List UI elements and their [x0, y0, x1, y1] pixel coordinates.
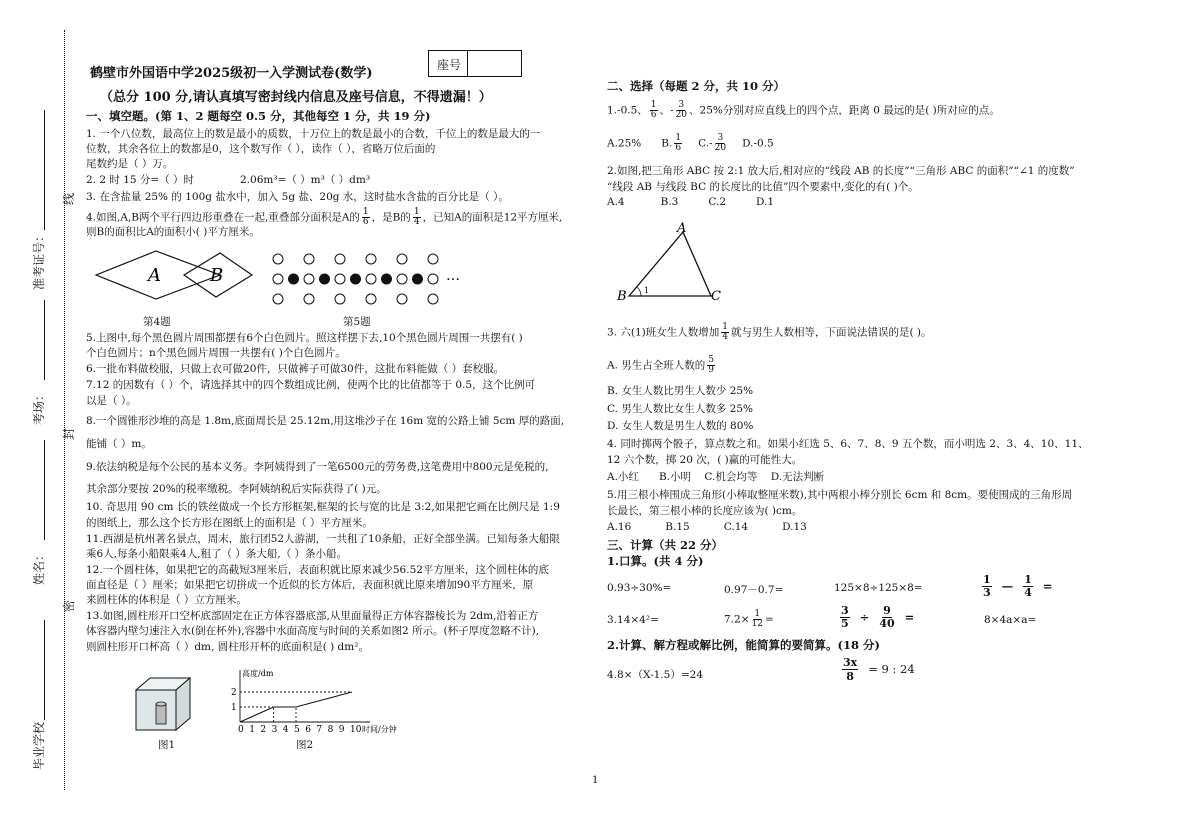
vertex-c: C: [711, 289, 721, 304]
circle-pattern: [273, 254, 438, 304]
q12-line2: 面直径是（ ）厘米；如果把它切拼成一个近似的长方体后，表面积就比原来增加90平方厘米，原: [86, 579, 534, 591]
seal-char-3: 线: [62, 192, 76, 205]
white-disc: [428, 254, 438, 264]
figure-13-caption-1: 图1: [158, 739, 176, 751]
q4-line2: 则B的面积比A的面积小( )平方厘米。: [86, 226, 260, 238]
equation-2: $\frac{3x}{8}$ = 9 : 24: [843, 656, 915, 683]
x-tick-label: 0: [238, 725, 244, 735]
room-label: 考场：: [32, 388, 46, 425]
x-tick-label: 1: [249, 725, 255, 735]
white-disc: [335, 294, 345, 304]
fraction: $\frac{3}{20}$: [714, 133, 727, 153]
q3: 3. 在含盐量 25% 的 100g 盐水中，加入 5g 盐、20g 水，这时盐水含盐的百分比是（ ）。: [86, 191, 509, 203]
oral-heading: 1.口算。(共 4 分): [607, 554, 704, 568]
oral-7: $\frac{3}{5}$ ÷ $\frac{9}{40}$ =: [841, 604, 915, 630]
q1-line2: 位数，其余各位上的数都是0，这个数写作（ ），读作（ ），省略万位后面的: [86, 143, 436, 155]
x-tick-label: 4: [282, 725, 289, 735]
seal-char-1: 密: [62, 599, 76, 612]
q13-line1: 13.如图,圆柱形开口空杯底部固定在正方体容器底部,从里面量得正方体容器棱长为 2dm,沿着正方: [86, 610, 539, 622]
figure-13-graph: [226, 668, 416, 738]
oral-3: 125×8÷125×8=: [834, 582, 923, 594]
black-disc: [413, 274, 423, 284]
seat-label: 座号: [437, 58, 462, 72]
figure-4-caption: 第4题: [143, 316, 171, 328]
choice-5-options: A.16 B.15 C.14 D.13: [607, 521, 807, 533]
white-disc: [304, 274, 314, 284]
choice-3: 3. 六(1)班女生人数增加 $\frac{1}{4}$ 就与男生人数相等，下面说法错误的是( )。: [607, 322, 932, 342]
white-disc: [397, 274, 407, 284]
q8-line1: 8.一个圆锥形沙堆的高是 1.8m,底面周长是 25.12m,用这堆沙子在 16m 宽的公路上铺 5cm 厚的路面,: [86, 415, 565, 427]
y-axis-label: 高度/dm: [242, 669, 274, 678]
q2-b: 2.06m³=（ ）m³（ ）dm³: [240, 174, 371, 186]
choice-2-options: A.4 B.3 C.2 D.1: [607, 196, 775, 208]
ticket-label: 准考证号：: [32, 229, 46, 290]
y-tick-label: 1: [231, 703, 237, 713]
black-disc: [351, 274, 361, 284]
q5-line2: 个白色圆片；n个黑色圆片周围一共摆有( )个白色圆片。: [86, 347, 346, 359]
figure-13-caption-2: 图2: [296, 739, 314, 751]
choice-4-line1: 4. 同时掷两个骰子，算点数之和。如果小红选 5、6、7、8、9 五个数，而小明选 2、3、4、10、11、: [607, 438, 1089, 450]
choice-1: 1.-0.5、 $\frac{1}{6}$ 、- $\frac{3}{20}$ 、25%分别对应直线上的四个点，距离 0 最远的是( )所对应的点。: [607, 100, 1000, 120]
q12-line1: 12.一个圆柱体，如果把它的高截短3厘米后，表面积就比原来减少56.52平方厘米，这个圆柱体的底: [86, 564, 549, 576]
q2-a: 2. 2 时 15 分=（ ）时: [86, 174, 195, 186]
exam-subtitle: （总分 100 分,请认真填写密封线内信息及座号信息，不得遗漏！）: [100, 90, 492, 105]
equation-1: 4.8×（X-1.5）=24: [607, 669, 704, 681]
white-disc: [273, 274, 283, 284]
q7-line2: 以是（ ）。: [86, 395, 137, 407]
choice-3-option-d: D. 女生人数是男生人数的 80%: [607, 420, 754, 432]
figure-5-caption: 第5题: [343, 316, 371, 328]
fraction: $\frac{1}{4}$: [722, 322, 728, 342]
y-tick-label: 2: [231, 688, 237, 698]
triangle-abc: [615, 220, 745, 310]
school-line: [44, 620, 45, 720]
angle-1-label: 1: [644, 286, 650, 295]
white-disc: [273, 254, 283, 264]
oral-1: 0.93÷30%=: [607, 582, 672, 594]
q13-line2: 体容器内壁匀速注入水(倒在杯外),容器中水面高度与时间的关系如图2 所示。(杯子厚度忽略不计),: [86, 625, 540, 637]
oral-2: 0.97－0.7=: [724, 584, 784, 596]
q7-line1: 7.12 的因数有（ ）个，请选择其中的四个数组成比例，使两个比的比值都等于 0.5，这个比例可: [86, 379, 536, 391]
x-tick-label: 8: [327, 725, 334, 735]
q1-line3: 尾数约是（ ）万。: [86, 158, 174, 170]
white-disc: [304, 294, 314, 304]
fraction: $\frac{5}{9}$: [708, 355, 714, 375]
x-tick-label: 5: [294, 725, 300, 735]
x-axis-label: 时间/分钟: [362, 725, 397, 734]
section-2-heading: 二、选择（每题 2 分，共 10 分）: [607, 79, 786, 93]
oral-5: 3.14×4²=: [607, 614, 659, 626]
x-tick-label: 7: [316, 725, 323, 735]
black-disc: [320, 274, 330, 284]
figure-13-cube: [134, 676, 194, 736]
black-disc: [289, 274, 299, 284]
x-tick-label: 2: [260, 725, 267, 735]
oral-6: 7.2× $\frac{1}{12}$ =: [724, 609, 774, 629]
x-tick-label: 10: [350, 725, 362, 735]
q9-line2: 其余部分要按 20%的税率缴税。李阿姨纳税后实际获得了( )元。: [86, 483, 387, 495]
q12-line3: 来圆柱体的体积是（ ）立方厘米。: [86, 594, 247, 606]
fraction: $\frac{3}{20}$: [675, 100, 688, 120]
choice-5-line1: 5.用三根小棒围成三角形(小棒取整厘米数),其中两根小棒分别长 6cm 和 8cm。要使围成的三角形周: [607, 489, 1073, 501]
name-label: 姓名：: [32, 548, 46, 585]
seal-char-2: 封: [62, 427, 76, 440]
q10-line1: 10. 奇思用 90 cm 长的铁丝做成一个长方形框架,框架的长与宽的比是 3:2,如果把它画在比例尺是 1:9: [86, 501, 560, 513]
choice-3-option-b: B. 女生人数比男生人数少 25%: [607, 385, 754, 397]
calc-heading: 2.计算、解方程或解比例，能简算的要简算。(18 分): [607, 638, 880, 652]
white-disc: [273, 294, 283, 304]
white-disc: [397, 254, 407, 264]
label-a: A: [148, 265, 161, 286]
fraction: $\frac{1}{12}$: [751, 609, 763, 629]
seat-box: [428, 50, 522, 77]
choice-4-options: A.小红 B.小明 C.机会均等 D.无法判断: [607, 471, 825, 483]
oral-4: $\frac{1}{3}$ — $\frac{1}{4}$ =: [983, 573, 1053, 599]
q11-line2: 乘6人,每条小船限乘4人,租了（ ）条大船,（ ）条小船。: [86, 548, 348, 560]
choice-2-line2: “线段 AB 与线段 BC 的长度比的比值”四个要素中,变化的有( )个。: [607, 181, 919, 193]
seal-line: [64, 30, 65, 790]
fraction: $\frac{1}{6}$: [362, 207, 369, 227]
white-disc: [366, 294, 376, 304]
choice-3-option-a: A. 男生占全班人数的 $\frac{5}{9}$: [607, 355, 714, 375]
q9-line1: 9.依法纳税是每个公民的基本义务。李阿姨得到了一笔6500元的劳务费,这笔费用中800元是免税的,: [86, 461, 549, 473]
name-line: [44, 440, 45, 540]
fraction: $\frac{1}{6}$: [650, 100, 657, 120]
vertex-a: A: [677, 221, 687, 236]
choice-1-options: A.25% B. $\frac{1}{6}$ C.- $\frac{3}{20}$ D.-0.5: [607, 133, 774, 153]
figure-4-5: [92, 247, 492, 317]
x-tick-label: 3: [271, 725, 278, 735]
label-b: B: [210, 265, 224, 286]
white-disc: [335, 274, 345, 284]
fraction: $\frac{1}{4}$: [413, 207, 420, 227]
white-disc: [428, 294, 438, 304]
vertex-b: B: [617, 289, 627, 304]
choice-3-option-c: C. 男生人数比女生人数多 25%: [607, 403, 754, 415]
white-disc: [397, 294, 407, 304]
room-line: [44, 300, 45, 380]
q6: 6.一批布料做校服，只做上衣可做20件，只做裤子可做30件，这批布料能做（ ）套校服。: [86, 363, 505, 375]
section-3-heading: 三、计算（共 22 分）: [607, 538, 724, 552]
white-disc: [335, 254, 345, 264]
white-disc: [366, 274, 376, 284]
choice-2-line1: 2.如图,把三角形 ABC 按 2:1 放大后,相对应的“线段 AB 的长度”“三角形 ABC 的面积”“∠1 的度数”: [607, 165, 1075, 177]
exam-title: 鹤壁市外国语中学2025级初一入学测试卷(数学): [90, 66, 373, 81]
q5-line1: 5.上图中,每个黑色圆片周围都摆有6个白色圆片。照这样摆下去,10个黑色圆片周围一共摆有( ): [86, 332, 523, 344]
choice-4-line2: 12 六个数，掷 20 次，( )赢的可能性大。: [607, 454, 803, 466]
fraction: $\frac{1}{6}$: [675, 133, 682, 153]
white-disc: [366, 254, 376, 264]
white-disc: [304, 254, 314, 264]
section-1-heading: 一、填空题。(第 1、2 题每空 0.5 分，其他每空 1 分，共 19 分): [86, 109, 431, 123]
choice-5-line2: 长最长，第三根小棒的长度应该为( )cm。: [607, 505, 803, 517]
page-number: 1: [592, 775, 599, 786]
school-label: 毕业学校: [32, 721, 46, 770]
black-disc: [382, 274, 392, 284]
oral-8: 8×4a×a=: [984, 614, 1037, 626]
x-tick-label: 6: [305, 725, 311, 735]
q11-line1: 11.西湖是杭州著名景点，周末，旅行团52人游湖，一共租了10条船，正好全部坐满。已知每条大船限: [86, 533, 560, 545]
q4-line1: 4.如图,A,B两个平行四边形重叠在一起,重叠部分面积是A的 $\frac{1}{6}$ ，是B的 $\frac{1}{4}$ ，已知A的面积是12平方厘米,: [86, 207, 563, 227]
ellipsis: …: [446, 268, 460, 284]
q8-line2: 能铺（ ）m。: [86, 438, 152, 450]
q1-line1: 1. 一个八位数，最高位上的数是最小的质数，十万位上的数是最小的合数，千位上的数是最大的一: [86, 128, 541, 140]
x-tick-label: 9: [338, 725, 345, 735]
white-disc: [428, 274, 438, 284]
q13-line3: 则圆柱形开口杯高（ ）dm, 圆柱形开杯的底面积是( ) dm²。: [86, 641, 369, 653]
q10-line2: 的图纸上，那么这个长方形在图纸上的面积是（ ）平方厘米。: [86, 517, 373, 529]
ticket-line: [44, 110, 45, 230]
